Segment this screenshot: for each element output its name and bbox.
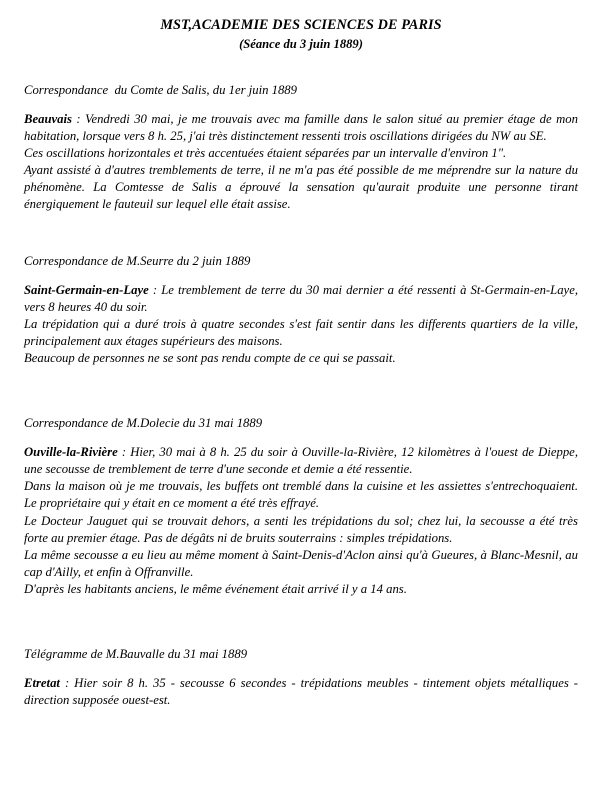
place-separator: : (59, 675, 75, 690)
place-label: Etretat (24, 675, 60, 690)
place-separator: : (117, 445, 131, 460)
report-text: Dans la maison où je me trouvais, les buffets ont tremblé dans la cuisine et les assiettes s'entrechoquaient. Le propriétaire qui y était en ce moment a été très effrayé. (24, 479, 578, 511)
report-text: Le Docteur Jauguet qui se trouvait dehors, a senti les trépidations du sol; chez lui, la secousse a été très forte au premier étage. Pas de dégâts ni de bruits souterrains : simples trépidations. (24, 513, 578, 545)
report-paragraph (24, 350, 578, 367)
spacer (24, 432, 578, 444)
spacer (24, 99, 578, 111)
report-text: D'après les habitants anciens, le même événement était arrivé il y a 14 ans. (24, 581, 407, 596)
report-paragraph (24, 444, 578, 478)
place-separator: : (71, 111, 86, 126)
spacer (24, 663, 578, 675)
report-paragraph (24, 547, 578, 581)
spacer (24, 270, 578, 282)
report-paragraph (24, 111, 578, 145)
report-paragraph (24, 581, 578, 598)
report-text: La même secousse a eu lieu au même moment à Saint-Denis-d'Aclon ainsi qu'à Gueures, à Blanc-Mesnil, au cap d'Ailly, et enfin à Offranville. (24, 547, 578, 579)
place-label: Ouville-la-Rivière (24, 445, 118, 460)
correspondence-section-salis (24, 82, 578, 213)
report-text: Beaucoup de personnes ne se sont pas rendu compte de ce qui se passait. (24, 351, 396, 366)
page-subtitle: (Séance du 3 juin 1889) (239, 36, 363, 51)
spacer (24, 367, 578, 415)
spacer (24, 213, 578, 253)
report-paragraph (24, 316, 578, 350)
spacer (24, 598, 578, 646)
report-paragraph (24, 513, 578, 547)
report-text: Hier, 30 mai à 8 h. 25 du soir à Ouville-la-Rivière, 12 kilomètres à l'ouest de Dieppe, une secousse de tremblement de terre d'une seconde et demie a été ressentie. (24, 445, 578, 477)
place-separator: : (148, 283, 162, 298)
spacer (24, 52, 578, 82)
report-text: Hier soir 8 h. 35 - secousse 6 secondes - trépidations meubles - tintement objets métalliques - direction supposée ouest-est. (24, 675, 578, 707)
place-label: Beauvais (24, 111, 72, 126)
place-label: Saint-Germain-en-Laye (24, 283, 149, 298)
section-heading: Télégramme de M.Bauvalle du 31 mai 1889 (24, 646, 248, 661)
page-title: MST,ACADEMIE DES SCIENCES DE PARIS (160, 17, 442, 33)
report-paragraph (24, 282, 578, 316)
section-heading: Correspondance de M.Seurre du 2 juin 1889 (24, 254, 251, 269)
telegram-section-bauvalle (24, 646, 578, 709)
correspondence-section-dolecie (24, 415, 578, 597)
report-text: Ces oscillations horizontales et très accentuées étaient séparées par un intervalle d'environ 1". (24, 146, 507, 161)
report-text: Ayant assisté à d'autres tremblements de terre, il ne m'a pas été possible de me méprendre sur la nature du phénomène. La Comtesse de Salis a éprouvé la sensation qu'aurait produite une personne tirant énergiquement le fauteuil sur lequel elle était assise. (24, 163, 578, 212)
report-paragraph (24, 675, 578, 709)
report-paragraph (24, 162, 578, 213)
section-heading: Correspondance de M.Dolecie du 31 mai 1889 (24, 416, 263, 431)
report-text: Vendredi 30 mai, je me trouvais avec ma famille dans le salon situé au premier étage de mon habitation, lorsque vers 8 h. 25, j'ai très distinctement ressenti trois oscillations dirigées du NW au SE. (24, 111, 578, 143)
section-heading: Correspondance du Comte de Salis, du 1er juin 1889 (24, 83, 297, 98)
report-text: La trépidation qui a duré trois à quatre secondes s'est fait sentir dans les differents quartiers de la ville, principalement aux étages supérieurs des maisons. (24, 317, 578, 349)
correspondence-section-seurre (24, 253, 578, 367)
report-paragraph (24, 478, 578, 512)
report-paragraph (24, 145, 578, 162)
report-text: Le tremblement de terre du 30 mai dernier a été ressenti à St-Germain-en-Laye, vers 8 heures 40 du soir. (24, 283, 578, 315)
